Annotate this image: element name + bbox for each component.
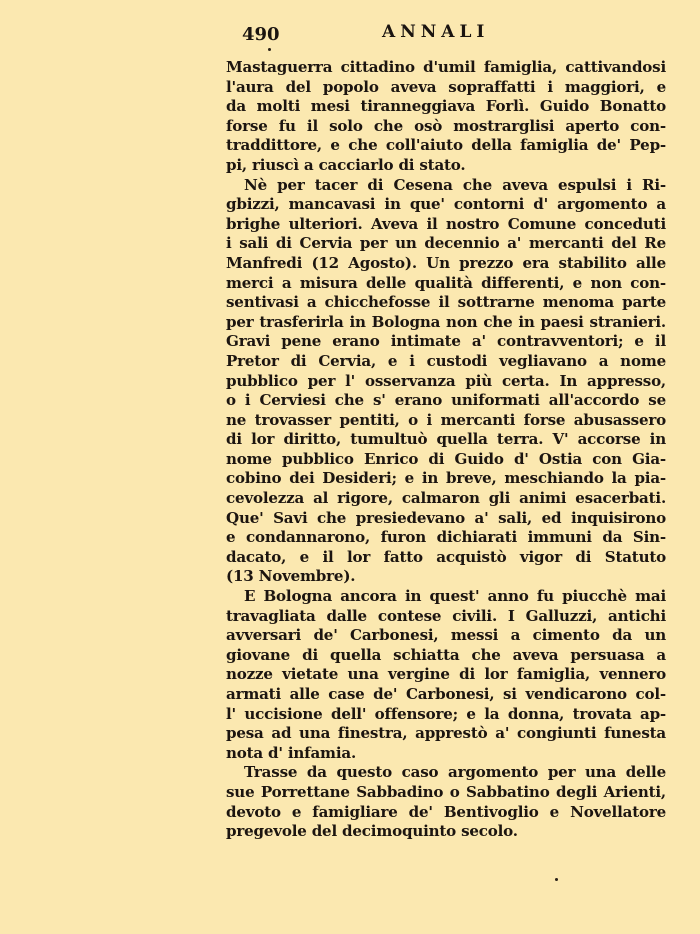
text-line: dacato, e il lor fatto acquistò vigor di Statuto: [226, 547, 666, 566]
text-line: cobino dei Desideri; e in breve, meschiando la pia-: [226, 469, 666, 488]
body-text: [226, 58, 666, 842]
text-line: giovane di quella schiatta che aveva persuasa a: [226, 645, 666, 664]
text-line: Mastaguerra cittadino d'umil famiglia, cattivandosi: [226, 58, 666, 76]
text-line: pi, riuscì a cacciarlo di stato.: [226, 155, 466, 174]
text-line: E Bologna ancora in quest' anno fu piucchè mai: [244, 587, 666, 606]
speck-mark: [555, 878, 558, 881]
text-line: nozze vietate una vergine di lor famiglia, vennero: [226, 665, 666, 684]
text-line: gbizzi, mancavasi in que' contorni d' argomento a: [226, 195, 666, 214]
text-line: Pretor di Cervia, e i custodi vegliavano a nome: [226, 351, 666, 370]
text-line: traddittore, e che coll'aiuto della famiglia de' Pep-: [226, 136, 666, 155]
text-line: Gravi pene erano intimate a' contravventori; e il: [226, 332, 666, 351]
text-line: nota d' infamia.: [226, 743, 356, 762]
text-line: Nè per tacer di Cesena che aveva espulsi i Ri-: [244, 175, 666, 194]
text-line: forse fu il solo che osò mostrarglisi aperto con-: [226, 116, 666, 135]
text-line: l' uccisione dell' offensore; e la donna, trovata ap-: [226, 704, 666, 723]
text-line: merci a misura delle qualità differenti, e non con-: [226, 273, 666, 292]
text-line: pesa ad una finestra, apprestò a' congiunti funesta: [226, 724, 666, 743]
page-number: 490: [242, 24, 280, 45]
text-line: avversari de' Carbonesi, messi a cimento da un: [226, 626, 666, 645]
running-head: ANNALI: [382, 22, 490, 42]
text-line: Manfredi (12 Agosto). Un prezzo era stabilito alle: [226, 253, 666, 272]
text-line: i sali di Cervia per un decennio a' mercanti del Re: [226, 234, 666, 253]
text-line: armati alle case de' Carbonesi, si vendicarono col-: [226, 685, 666, 703]
text-line: pregevole del decimoquinto secolo.: [226, 822, 518, 841]
text-line: o i Cerviesi che s' erano uniformati all'accordo se: [226, 391, 666, 410]
text-line: ne trovasser pentiti, o i mercanti forse abusassero: [226, 410, 666, 429]
text-line: e condannarono, furon dichiarati immuni da Sin-: [226, 528, 666, 547]
text-line: devoto e famigliare de' Bentivoglio e Novellatore: [226, 802, 666, 821]
text-line: Que' Savi che presiedevano a' sali, ed inquisirono: [226, 508, 666, 527]
text-line: pubblico per l' osservanza più certa. In appresso,: [226, 371, 666, 390]
text-line: di lor diritto, tumultuò quella terra. V' accorse in: [226, 430, 666, 449]
text-line: Trasse da questo caso argomento per una delle: [244, 763, 666, 782]
text-line: (13 Novembre).: [226, 567, 356, 586]
text-line: travagliata dalle contese civili. I Galluzzi, antichi: [226, 606, 666, 625]
text-line: sue Porrettane Sabbadino o Sabbatino degli Arienti,: [226, 782, 666, 801]
text-line: per trasferirla in Bologna non che in paesi stranieri.: [226, 312, 666, 331]
page-header: [232, 20, 668, 46]
text-line: cevolezza al rigore, calmaron gli animi esacerbati.: [226, 489, 666, 508]
text-line: da molti mesi tiranneggiava Forlì. Guido Bonatto: [226, 97, 666, 116]
text-line: nome pubblico Enrico di Guido d' Ostia con Gia-: [226, 449, 666, 468]
text-line: sentivasi a chicchefosse il sottrarne menoma parte: [226, 293, 666, 312]
text-line: brighe ulteriori. Aveva il nostro Comune conceduti: [226, 214, 666, 233]
speck-mark: [268, 48, 271, 51]
text-line: l'aura del popolo aveva sopraffatti i maggiori, e: [226, 77, 666, 96]
